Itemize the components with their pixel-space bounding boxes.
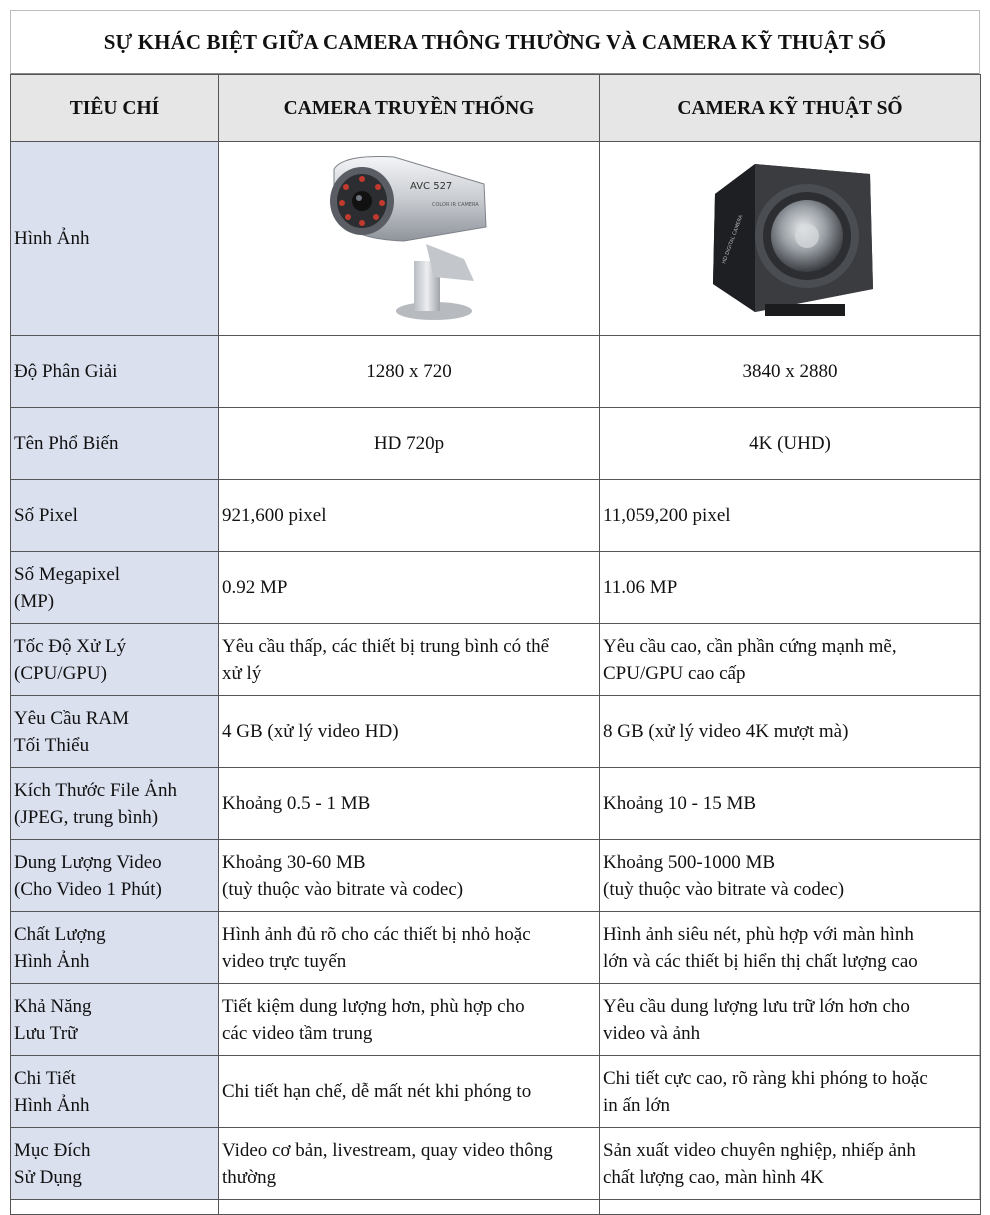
digital-value (600, 1056, 981, 1128)
row-label (11, 336, 219, 408)
digital-value (600, 480, 981, 552)
traditional-value-line-1: Khoảng 0.5 - 1 MB (222, 793, 371, 814)
empty-cell (11, 1200, 219, 1215)
empty-cell (219, 1200, 600, 1215)
traditional-camera-sub-text: COLOR IR CAMERA (432, 201, 479, 208)
table-row (11, 912, 981, 984)
page-title: SỰ KHÁC BIỆT GIỮA CAMERA THÔNG THƯỜNG VÀ CAMERA KỸ THUẬT SỐ (11, 11, 979, 74)
row-label-line-1: Kích Thước File Ảnh (14, 779, 178, 801)
traditional-camera-image-cell (219, 142, 600, 336)
traditional-value (219, 768, 600, 840)
digital-value-line-1: 11,059,200 pixel (603, 505, 731, 526)
table-row (11, 336, 981, 408)
digital-value-line-1: 3840 x 2880 (742, 361, 838, 382)
table-row (11, 1056, 981, 1128)
row-label-line-1: Tốc Độ Xử Lý (14, 635, 127, 657)
row-label-line-2: (Cho Video 1 Phút) (14, 878, 162, 900)
digital-value-line-2: in ấn lớn (603, 1094, 671, 1116)
digital-camera-label-text: HD DIGITAL CAMERA (721, 213, 745, 265)
traditional-value-line-2: thường (222, 1166, 277, 1188)
traditional-value-line-1: 0.92 MP (222, 577, 288, 598)
digital-value (600, 984, 981, 1056)
traditional-value (219, 552, 600, 624)
empty-cell (600, 1200, 981, 1215)
table-row (11, 552, 981, 624)
row-label (11, 840, 219, 912)
row-label (11, 1128, 219, 1200)
table-row (11, 480, 981, 552)
comparison-sheet (10, 10, 980, 1200)
traditional-value-line-1: 921,600 pixel (222, 505, 327, 526)
traditional-value-line-1: 4 GB (xử lý video HD) (222, 721, 399, 742)
traditional-value (219, 984, 600, 1056)
digital-value (600, 408, 981, 480)
traditional-value-line-1: HD 720p (373, 433, 445, 454)
traditional-value (219, 1128, 600, 1200)
comparison-table (10, 74, 981, 1215)
digital-value (600, 840, 981, 912)
traditional-value-line-1: Chi tiết hạn chế, dễ mất nét khi phóng to (222, 1081, 532, 1102)
row-label-line-2: Sử Dụng (14, 1166, 82, 1188)
digital-value-line-1: Sản xuất video chuyên nghiệp, nhiếp ảnh (603, 1139, 916, 1161)
row-label-line-1: Khả Năng (14, 995, 92, 1017)
row-label (11, 768, 219, 840)
traditional-value-line-1: Tiết kiệm dung lượng hơn, phù hợp cho (222, 995, 525, 1017)
row-label-line-2: Hình Ảnh (14, 950, 90, 972)
traditional-value-line-1: Yêu cầu thấp, các thiết bị trung bình có thể (222, 635, 550, 657)
row-label-line-2: (MP) (14, 590, 55, 612)
digital-value (600, 624, 981, 696)
row-label-line-2: (JPEG, trung bình) (14, 806, 159, 828)
traditional-value-line-2: (tuỳ thuộc vào bitrate và codec) (222, 878, 464, 900)
traditional-value-line-2: xử lý (222, 662, 262, 684)
traditional-value (219, 696, 600, 768)
traditional-value-line-2: video trực tuyến (222, 950, 347, 972)
row-label (11, 408, 219, 480)
traditional-value-line-2: các video tầm trung (222, 1022, 373, 1044)
traditional-value-line-1: Khoảng 30-60 MB (222, 851, 366, 873)
table-row (11, 696, 981, 768)
header-criteria: TIÊU CHÍ (11, 75, 219, 142)
traditional-value-line-1: 1280 x 720 (366, 361, 452, 382)
row-label (11, 984, 219, 1056)
header-row (11, 75, 981, 142)
row-label-line-1: Số Megapixel (14, 563, 121, 585)
traditional-value (219, 336, 600, 408)
digital-value-line-2: CPU/GPU cao cấp (603, 662, 746, 684)
digital-value-line-2: (tuỳ thuộc vào bitrate và codec) (603, 878, 845, 900)
row-label-line-2: Tối Thiểu (14, 734, 90, 756)
header-digital: CAMERA KỸ THUẬT SỐ (600, 75, 981, 142)
table-row (11, 624, 981, 696)
table-row (11, 408, 981, 480)
digital-value-line-1: 4K (UHD) (749, 433, 831, 454)
row-label-line-2: Lưu Trữ (14, 1022, 78, 1044)
traditional-camera-image (314, 149, 504, 329)
header-traditional: CAMERA TRUYỀN THỐNG (219, 75, 600, 142)
row-label-line-1: Chi Tiết (14, 1067, 76, 1089)
row-label (11, 552, 219, 624)
table-row (11, 768, 981, 840)
image-row (11, 142, 981, 336)
row-label (11, 696, 219, 768)
row-label-line-1: Số Pixel (14, 505, 78, 526)
traditional-value (219, 840, 600, 912)
row-label-line-1: Mục Đích (14, 1139, 91, 1161)
digital-value (600, 552, 981, 624)
digital-value-line-1: Yêu cầu cao, cần phần cứng mạnh mẽ, (603, 635, 897, 657)
digital-value-line-1: Chi tiết cực cao, rõ ràng khi phóng to hoặc (603, 1067, 928, 1089)
traditional-value (219, 408, 600, 480)
digital-value-line-1: 11.06 MP (603, 577, 678, 598)
digital-value-line-2: lớn và các thiết bị hiển thị chất lượng cao (603, 950, 918, 972)
row-label-line-1: Độ Phân Giải (14, 361, 118, 382)
row-label-line-1: Yêu Cầu RAM (14, 707, 130, 729)
digital-camera-image-cell (600, 142, 981, 336)
traditional-value-line-1: Hình ảnh đủ rõ cho các thiết bị nhỏ hoặc (222, 923, 531, 945)
digital-value-line-1: 8 GB (xử lý video 4K mượt mà) (603, 721, 849, 742)
digital-value (600, 696, 981, 768)
digital-value (600, 336, 981, 408)
row-label-line-1: Dung Lượng Video (14, 851, 162, 873)
digital-value (600, 768, 981, 840)
table-row-partial (11, 1200, 981, 1215)
digital-value-line-2: video và ảnh (603, 1022, 701, 1044)
digital-value-line-1: Yêu cầu dung lượng lưu trữ lớn hơn cho (603, 995, 910, 1017)
digital-value-line-1: Hình ảnh siêu nét, phù hợp với màn hình (603, 923, 914, 945)
row-label-line-2: (CPU/GPU) (14, 662, 107, 684)
row-label: Hình Ảnh (11, 142, 219, 336)
traditional-value (219, 912, 600, 984)
traditional-value (219, 1056, 600, 1128)
traditional-value (219, 480, 600, 552)
row-label (11, 1056, 219, 1128)
digital-camera-image (695, 154, 885, 324)
digital-value (600, 1128, 981, 1200)
row-label-line-1: Tên Phổ Biến (14, 433, 119, 454)
table-row (11, 1128, 981, 1200)
table-row (11, 840, 981, 912)
row-label (11, 624, 219, 696)
row-label-line-2: Hình Ảnh (14, 1094, 90, 1116)
traditional-value (219, 624, 600, 696)
digital-value-line-1: Khoảng 500-1000 MB (603, 851, 776, 873)
row-label-line-1: Chất Lượng (14, 923, 106, 945)
digital-value-line-1: Khoảng 10 - 15 MB (603, 793, 757, 814)
digital-value (600, 912, 981, 984)
table-row (11, 984, 981, 1056)
digital-value-line-2: chất lượng cao, màn hình 4K (603, 1166, 824, 1188)
traditional-value-line-1: Video cơ bản, livestream, quay video thông (222, 1139, 553, 1161)
row-label (11, 480, 219, 552)
row-label (11, 912, 219, 984)
traditional-camera-model-text: AVC 527 (410, 180, 453, 192)
